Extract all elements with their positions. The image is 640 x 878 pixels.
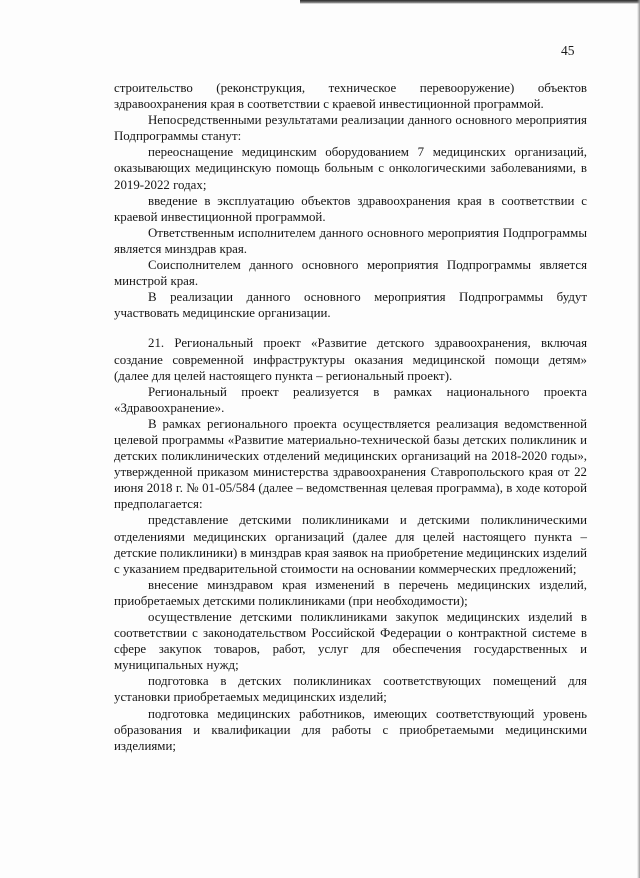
- body-text: [114, 80, 587, 754]
- paragraph: строительство (реконструкция, техническое перевооружение) объектов здравоохранения края в соответствии с краевой инвестиционной программой.: [114, 81, 587, 112]
- paragraph: В рамках регионального проекта осуществляется реализация ведомственной целевой программы «Развитие материально-технической базы детских поликлиник и детских поликлинических отделений медицинских организаций на 2018-2020 годы», утвержденной приказом министерства здравоохранения Ставропольского края от 22 июня 2018 г. № 01-05/584 (далее – ведомственная целевая программа), в ходе которой предполагается:: [114, 416, 587, 512]
- paragraph: Региональный проект реализуется в рамках национального проекта «Здравоохранение».: [114, 384, 587, 415]
- list-item: внесение минздравом края изменений в перечень медицинских изделий, приобретаемых детскими поликлиниками (при необходимости);: [114, 577, 587, 608]
- list-item: представление детскими поликлиниками и детскими поликлиническими отделениями медицинских организаций (далее для целей настоящего пункта – детские поликлиники) в минздрав края заявок на приобретение медицинских изделий с указанием предварительной стоимости на основании коммерческих предложений;: [114, 513, 587, 576]
- paragraph: Соисполнителем данного основного мероприятия Подпрограммы является минстрой края.: [114, 258, 587, 289]
- list-item: осуществление детскими поликлиниками закупок медицинских изделий в соответствии с законодательством Российской Федерации о контрактной системе в сфере закупок товаров, работ, услуг для обеспечения государственных и муниципальных нужд;: [114, 610, 587, 673]
- page-number: 45: [561, 43, 575, 58]
- paragraph: В реализации данного основного мероприятия Подпрограммы будут участвовать медицинские организации.: [114, 290, 587, 321]
- list-item: подготовка медицинских работников, имеющих соответствующий уровень образования и квалификации для работы с приобретаемыми медицинскими изделиями;: [114, 706, 587, 753]
- paragraph: Ответственным исполнителем данного основного мероприятия Подпрограммы является минздрав края.: [114, 225, 587, 256]
- paragraph: переоснащение медицинским оборудованием 7 медицинских организаций, оказывающих медицинскую помощь больным с онкологическими заболеваниями, в 2019-2022 годах;: [114, 145, 587, 192]
- section-heading-paragraph: 21. Региональный проект «Развитие детского здравоохранения, включая создание современной инфраструктуры оказания медицинской помощи детям» (далее для целей настоящего пункта – региональный проект).: [114, 336, 587, 383]
- paragraph: введение в эксплуатацию объектов здравоохранения края в соответствии с краевой инвестиционной программой.: [114, 193, 587, 224]
- scan-shadow-top: [300, 0, 640, 4]
- paragraph: Непосредственными результатами реализации данного основного мероприятия Подпрограммы станут:: [114, 113, 587, 144]
- list-item: подготовка в детских поликлиниках соответствующих помещений для установки приобретаемых медицинских изделий;: [114, 674, 587, 705]
